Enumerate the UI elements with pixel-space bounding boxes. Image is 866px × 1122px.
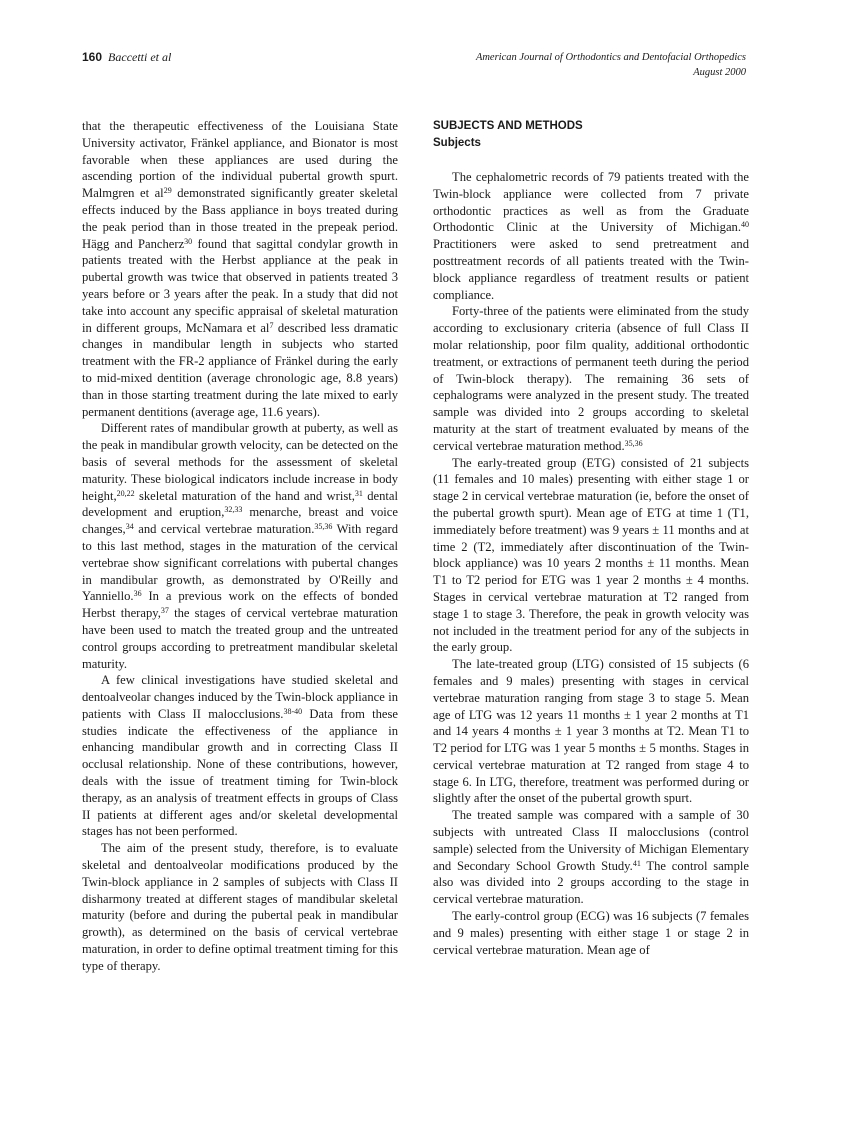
header-right — [476, 50, 746, 80]
body-paragraph: The cephalometric records of 79 patients treated with the Twin-block appliance were collected from 7 private orthodontic practices as well as from the Graduate Orthodontic Clinic at the University of Michigan.$^{40}$ Practitioners were asked to send pretreatment and posttreatment records of all patients treated with the Twin-block appliance regardless of treatment results or patient compliance. — [433, 170, 749, 302]
journal-title: American Journal of Orthodontics and Dentofacial Orthopedics — [475, 52, 746, 63]
left-column — [82, 118, 398, 975]
body-paragraph: The late-treated group (LTG) consisted of 15 subjects (6 females and 9 males) presenting with stages in cervical vertebrae maturation ranging from stage 3 to stage 5. Mean age of LTG was 12 years 11 months ± 1 year 2 months at T1 and 14 years 4 months ± 1 year 3 months at T2. Mean T1 to T2 period for LTG was 1 year 5 months ± 5 months. Stages in cervical vertebrae maturation at T2 ranged from stage 4 to stage 6. In LTG, therefore, treatment was performed during or slightly after the onset of the pubertal growth spurt. — [433, 657, 749, 806]
running-author: Baccetti et al — [108, 50, 172, 64]
body-paragraph: The early-control group (ECG) was 16 subjects (7 females and 9 males) presenting with either stage 1 or stage 2 in cervical vertebrae maturation. Mean age of — [433, 909, 749, 957]
right-column-body — [433, 169, 749, 958]
citation-reference: 30 — [184, 236, 193, 246]
citation-reference: 35,36 — [314, 522, 333, 532]
header-left — [82, 50, 171, 65]
citation-reference: 31 — [354, 488, 363, 498]
citation-reference: 35,36 — [624, 438, 643, 448]
citation-reference: 29 — [163, 186, 172, 196]
citation-reference: 37 — [160, 606, 169, 616]
section-heading: SUBJECTS AND METHODS — [433, 120, 583, 132]
citation-reference: 40 — [741, 220, 749, 230]
citation-reference: 7 — [269, 320, 274, 330]
citation-reference: 38-40 — [283, 706, 303, 716]
left-column-body — [82, 118, 398, 975]
body-paragraph: The early-treated group (ETG) consisted of 21 subjects (11 females and 10 males) presenting with either stage 1 or stage 2 in cervical vertebrae maturation (ie, before the onset of the pubertal growth spurt). Mean age of ETG at time 1 (T1, immediately before treatment) was 9 years ± 11 months and at time 2 (T2, immediately after discontinuation of the Twin-block appliance) was 10 years 2 months ± 11 months. Mean T1 to T2 period for ETG was 1 year 2 months ± 4 months. Stages in cervical vertebrae maturation at T2 ranged from stage 1 to stage 3. Therefore, the peak in growth velocity was not included in the treatment period for any of the subjects in the early group. — [433, 455, 749, 655]
citation-reference: 20,22 — [116, 488, 135, 498]
body-paragraph: The aim of the present study, therefore, is to evaluate skeletal and dentoalveolar modifications produced by the Twin-block appliance in 2 samples of subjects with Class II disharmony treated at different stages of mandibular skeletal maturity (before and during the pubertal peak in mandibular growth), as determined on the basis of cervical vertebrae maturation, in order to define optimal treatment timing for this type of therapy. — [82, 841, 398, 973]
body-paragraph: A few clinical investigations have studied skeletal and dentoalveolar changes induced by the Twin-block appliance in patients with Class II malocclusions.$^{38-40}$ Data from these studies indicate the effectiveness of the appliance in enhancing mandibular growth and in correcting Class II occlusal relationship. None of these contributions, however, deals with the issue of treatment timing for Twin-block therapy, as an analysis of treatment effects in groups of Class II patients at different ages and/or skeletal developmental stages has not been performed. — [82, 673, 398, 839]
body-paragraph: Forty-three of the patients were eliminated from the study according to exclusionary criteria (absence of full Class II molar relationship, poor film quality, additional orthodontic treatment, or extractions of permanent teeth during the period of Twin-block therapy). The remaining 36 sets of cephalograms were analyzed in the present study. The treated sample was divided into 2 groups according to skeletal maturity at the start of treatment evaluated by means of the cervical vertebrae maturation method.$^{35,36}$ — [433, 304, 749, 453]
right-column — [433, 118, 749, 958]
citation-reference: 36 — [133, 589, 142, 599]
body-paragraph: Different rates of mandibular growth at puberty, as well as the peak in mandibular growth velocity, can be detected on the basis of several methods for the assessment of skeletal maturity. These biological indicators include increase in body height,$^{20,22}$ skeletal maturation of the hand and wrist,$^{31}$ dental development and eruption,$^{32,33}$ menarche, breast and voice changes,$^{34}$ and cervical vertebrae maturation.$^{35,36}$ With regard to this last method, stages in the maturation of the cervical vertebrae show significant correlations with pubertal changes in mandibular growth, as demonstrated by O'Reilly and Yanniello.$^{36}$ In a previous work on the effects of bonded Herbst therapy,$^{37}$ the stages of cervical vertebrae maturation have been used to match the treated group and the untreated control groups according to pretreatment mandibular skeletal maturity. — [82, 421, 398, 671]
page-number: 160 — [82, 50, 103, 64]
running-header — [82, 50, 746, 90]
issue-date: August 2000 — [693, 67, 746, 78]
citation-reference: 34 — [125, 522, 134, 532]
body-paragraph: that the therapeutic effectiveness of the Louisiana State University activator, Fränkel appliance, and Bionator is most favorable when these appliances are used during the ascending portion of the individual pubertal growth spurt. Malmgren et $al^{29}$ demonstrated significantly greater skeletal effects induced by the Bass appliance in boys treated during the peak period than in those treated in the prepeak period. Hägg and Pancherz$^{30}$ found that sagittal condylar growth in patients treated with the Herbst appliance at the peak in pubertal growth was twice that observed in patients treated 3 years before or 3 years after the peak. In a study that did not take into account any specific appraisal of skeletal maturation in different groups, McNamara et $al^7$ described less dramatic changes in mandibular length in subjects who started treatment with the FR-2 appliance of Fränkel during the early to mid-mixed dentition (average chronologic age, 8.8 years) than in those starting treatment during the late mixed to early permanent dentitions (average age, 11.6 years). — [82, 119, 398, 419]
body-paragraph: The treated sample was compared with a sample of 30 subjects with untreated Class II malocclusions (control sample) selected from the University of Michigan Elementary and Secondary School Growth Study.$^{41}$ The control sample also was divided into 2 groups according to the stage in cervical vertebrae maturation. — [433, 808, 749, 907]
subsection-heading: Subjects — [433, 137, 481, 149]
citation-reference: 41 — [632, 858, 641, 868]
citation-reference: 32,33 — [224, 505, 243, 515]
